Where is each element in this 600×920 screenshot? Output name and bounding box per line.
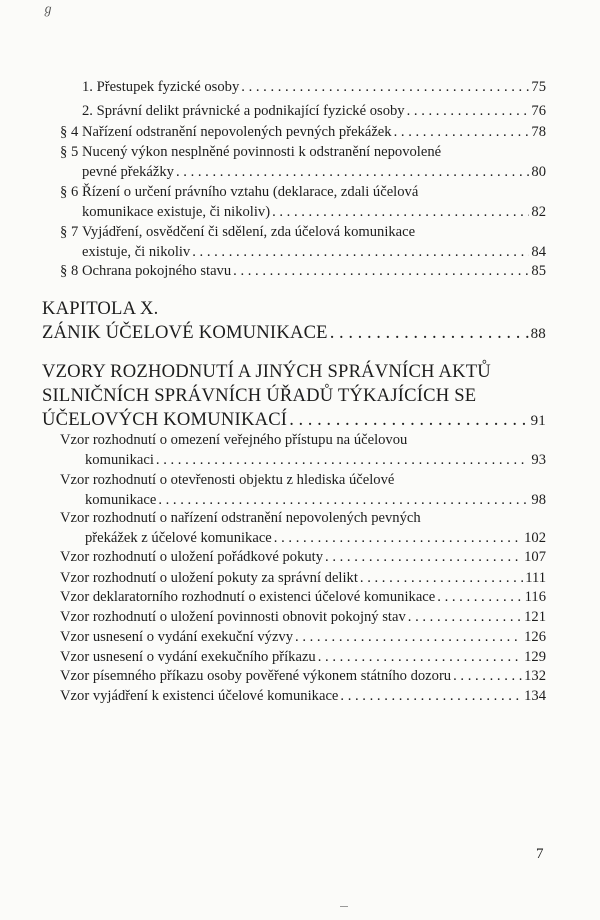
dot-leader	[437, 587, 522, 607]
toc-entry	[60, 430, 546, 470]
toc-entry	[60, 607, 546, 627]
toc-page-number: 111	[525, 570, 546, 586]
toc-entry-text: Vzor rozhodnutí o uložení povinnosti obnovit pokojný stav	[60, 609, 406, 625]
toc-entry-text: Řízení o určení právního vztahu (deklarace, zdali účelová	[82, 184, 419, 200]
toc-entry-text: Ochrana pokojného stavu	[82, 263, 232, 279]
toc-entry-text: 2. Správní delikt právnické a podnikající fyzické osoby	[82, 103, 405, 119]
toc-entry	[60, 182, 546, 222]
toc-page-number: 82	[531, 204, 546, 220]
toc-entry-text: komunikace	[85, 492, 157, 508]
toc-entry-text: Vzor usnesení o vydání exekučního příkazu	[60, 649, 316, 665]
toc-page-number: 102	[524, 530, 546, 546]
section-number: § 5	[60, 144, 79, 160]
dot-leader	[158, 490, 529, 510]
toc-entry	[60, 686, 546, 706]
toc-entry-text: Vzor deklaratorního rozhodnutí o existenci účelové komunikace	[60, 589, 436, 605]
toc-entry-text: pevné překážky	[82, 164, 174, 180]
section-title: ÚČELOVÝCH KOMUNIKACÍ	[42, 409, 288, 430]
dot-leader	[192, 242, 529, 262]
toc-entry-text: Nucený výkon nesplněné povinnosti k odstranění nepovolené	[82, 144, 442, 160]
toc-entry-text: Vzor vyjádření k existenci účelové komunikace	[60, 688, 339, 704]
dot-leader	[340, 686, 522, 706]
chapter-heading	[42, 297, 546, 346]
toc-entry-text: Vzor písemného příkazu osoby pověřené výkonem státního dozoru	[60, 668, 452, 684]
toc-entry	[60, 547, 546, 567]
corner-mark: ℊ	[42, 2, 55, 16]
toc-entry	[60, 587, 546, 607]
toc-page-number: 132	[524, 668, 546, 684]
toc-entry	[60, 470, 546, 510]
section-heading	[42, 360, 546, 433]
toc-page-number: 76	[531, 103, 546, 119]
toc-entry-text: existuje, či nikoliv	[82, 244, 191, 260]
toc-entry	[82, 101, 546, 121]
dot-leader	[241, 77, 529, 97]
dot-leader	[360, 568, 523, 588]
toc-page-number: 93	[531, 452, 546, 468]
toc-entry-text: Vzor rozhodnutí o otevřenosti objektu z hlediska účelové	[60, 472, 395, 488]
dot-leader	[274, 528, 522, 548]
toc-page-number: 107	[524, 549, 546, 565]
section-title: VZORY ROZHODNUTÍ A JINÝCH SPRÁVNÍCH AKTŮ	[42, 361, 491, 382]
toc-entry-text: Vzor rozhodnutí o uložení pořádkové pokuty	[60, 549, 324, 565]
toc-page-number: 80	[531, 164, 546, 180]
toc-entry-text: Vzor usnesení o vydání exekuční výzvy	[60, 629, 294, 645]
dot-leader	[453, 666, 522, 686]
toc-page-number: 116	[524, 589, 546, 605]
toc-entry-text: Vzor rozhodnutí o omezení veřejného přístupu na účelovou	[60, 432, 408, 448]
toc-page-number: 98	[531, 492, 546, 508]
toc-entry-text: Nařízení odstranění nepovolených pevných překážek	[82, 124, 392, 140]
toc-entry	[60, 666, 546, 686]
toc-page-number: 121	[524, 609, 546, 625]
section-number: § 4	[60, 124, 79, 140]
toc-page-number: 126	[524, 629, 546, 645]
toc-page-number: 88	[530, 326, 546, 342]
dot-leader	[295, 627, 522, 647]
toc-entry-text: Vzor rozhodnutí o nařízení odstranění nepovolených pevných	[60, 510, 421, 526]
toc-entry	[82, 77, 546, 97]
dot-leader	[330, 321, 529, 345]
toc-entry	[60, 142, 546, 182]
scan-mark	[340, 906, 348, 907]
toc-page-number: 78	[531, 124, 546, 140]
chapter-subtitle: ZÁNIK ÚČELOVÉ KOMUNIKACE	[42, 322, 328, 343]
toc-page-number: 75	[531, 79, 546, 95]
toc-entry	[60, 122, 546, 142]
section-number: § 7	[60, 224, 79, 240]
toc-entry-text: komunikace existuje, či nikoliv)	[82, 204, 271, 220]
section-number: § 6	[60, 184, 79, 200]
toc-page-number: 84	[531, 244, 546, 260]
toc-entry-text: překážek z účelové komunikace	[85, 530, 272, 546]
dot-leader	[318, 647, 522, 667]
chapter-title: KAPITOLA X.	[42, 298, 159, 319]
dot-leader	[408, 607, 522, 627]
toc-entry	[60, 568, 546, 588]
dot-leader	[272, 202, 529, 222]
toc-entry	[60, 647, 546, 667]
dot-leader	[289, 408, 528, 432]
toc-entry-text: 1. Přestupek fyzické osoby	[82, 79, 240, 95]
toc-entry	[60, 508, 546, 548]
dot-leader	[394, 122, 530, 142]
toc-entry-text: Vyjádření, osvědčení či sdělení, zda účelová komunikace	[82, 224, 416, 240]
toc-entry	[60, 222, 546, 262]
toc-entry	[60, 261, 546, 281]
toc-page-number: 129	[524, 649, 546, 665]
dot-leader	[156, 450, 530, 470]
dot-leader	[233, 261, 529, 281]
section-title: SILNIČNÍCH SPRÁVNÍCH ÚŘADŮ TÝKAJÍCÍCH SE	[42, 385, 477, 406]
toc-entry	[60, 627, 546, 647]
dot-leader	[325, 547, 522, 567]
section-number: § 8	[60, 263, 79, 279]
toc-page-number: 91	[530, 413, 546, 429]
toc-page-number: 134	[524, 688, 546, 704]
toc-entry-text: Vzor rozhodnutí o uložení pokuty za správní delikt	[60, 570, 358, 586]
dot-leader	[176, 162, 529, 182]
toc-page-number: 85	[531, 263, 546, 279]
page-number: 7	[536, 846, 544, 862]
toc-entry-text: komunikaci	[85, 452, 154, 468]
dot-leader	[407, 101, 530, 121]
